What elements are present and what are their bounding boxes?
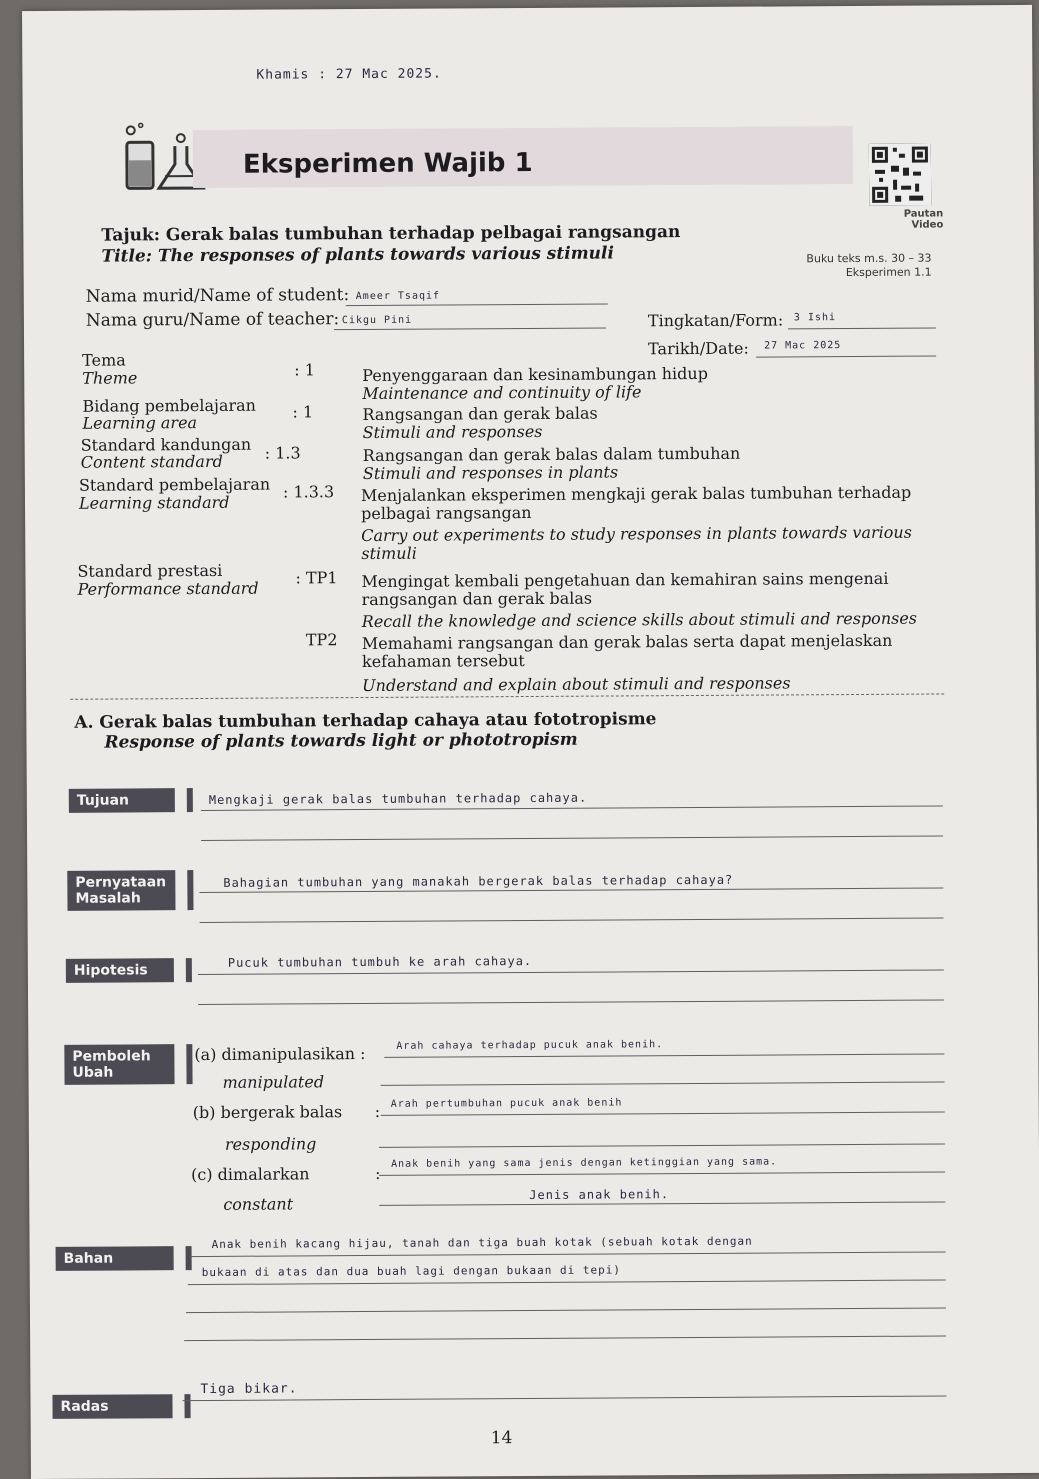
learning-standard-en-label: Learning standard	[79, 494, 230, 512]
section-a-title: A. Gerak balas tumbuhan terhadap cahaya atau fototropisme	[74, 709, 656, 733]
tp2-code: TP2	[306, 631, 338, 648]
tajuk-title: Tajuk: Gerak balas tumbuhan terhadap pelbagai rangsangan	[101, 222, 680, 246]
textbook-reference: Buku teks m.s. 30 – 33	[803, 252, 931, 266]
variables-label	[64, 1044, 174, 1085]
apparatus-label: Radas	[52, 1394, 172, 1419]
experiment-reference: Eksperimen 1.1	[804, 266, 932, 280]
performance-standard-desc-ms: Mengingat kembali pengetahuan dan kemahiran sains mengenai	[361, 570, 888, 590]
tp2-desc-ms: Memahami rangsangan dan gerak balas serta dapat menjelaskan	[362, 632, 893, 652]
content-standard-desc-en: Stimuli and responses in plants	[363, 463, 618, 482]
date-label: Tarikh/Date:	[648, 339, 749, 359]
student-name-label: Nama murid/Name of student:	[86, 285, 350, 307]
theme-desc-ms: Penyenggaraan dan kesinambungan hidup	[362, 365, 708, 384]
materials-line-2	[188, 1279, 946, 1285]
learning-area-desc-en: Stimuli and responses	[363, 423, 543, 441]
theme-ms-label: Tema	[82, 351, 126, 368]
hypothesis-line-1	[198, 969, 944, 975]
learning-standard-ms-label: Standard pembelajaran	[79, 476, 270, 494]
performance-standard-en-label: Performance standard	[77, 580, 258, 598]
learning-standard-desc-ms: Menjalankan eksperimen mengkaji gerak balas tumbuhan terhadap	[361, 484, 911, 504]
page-number: 14	[491, 1428, 513, 1448]
experiment-title: Eksperimen Wajib 1	[243, 148, 533, 180]
date-value: 27 Mac 2025	[764, 340, 841, 351]
theme-desc-en: Maintenance and continuity of life	[362, 383, 641, 402]
tujuan-line-2	[201, 835, 943, 841]
constant-answer-2: Jenis anak benih.	[529, 1187, 669, 1202]
student-name-value: Ameer Tsaqif	[356, 291, 440, 303]
learning-standard-code: : 1.3.3	[283, 483, 334, 500]
learning-area-desc-ms: Rangsangan dan gerak balas	[362, 405, 597, 423]
responding-line-2	[379, 1143, 945, 1147]
variables-label-1: Pemboleh	[72, 1048, 166, 1065]
materials-line-3	[186, 1307, 946, 1313]
content-standard-desc-ms: Rangsangan dan gerak balas dalam tumbuhan	[363, 445, 741, 464]
tujuan-label: Tujuan	[69, 788, 175, 813]
hypothesis-label: Hipotesis	[66, 958, 174, 983]
problem-statement-label-2: Masalah	[75, 890, 167, 907]
materials-label: Bahan	[56, 1246, 174, 1271]
materials-answer-1: Anak benih kacang hijau, tanah dan tiga buah kotak (sebuah kotak dengan	[212, 1235, 753, 1251]
learning-area-code: : 1	[292, 403, 313, 420]
responding-line-1	[381, 1111, 945, 1115]
constant-line-1	[379, 1171, 945, 1175]
manipulated-ms-label: (a) dimanipulasikan :	[194, 1045, 365, 1063]
materials-line-4	[184, 1335, 946, 1341]
manipulated-en-label: manipulated	[223, 1073, 325, 1091]
learning-standard-desc-ms-2: pelbagai rangsangan	[361, 504, 532, 522]
video-link-label: Pautan Video	[883, 208, 943, 230]
materials-answer-2: bukaan di atas dan dua buah lagi dengan bukaan di tepi)	[202, 1263, 621, 1279]
section-a-subtitle: Response of plants towards light or phototropism	[104, 730, 577, 753]
responding-en-label: responding	[225, 1135, 317, 1153]
performance-standard-ms-label: Standard prestasi	[77, 562, 222, 580]
handwritten-date: Khamis : 27 Mac 2025.	[256, 67, 441, 83]
hypothesis-answer: Pucuk tumbuhan tumbuh ke arah cahaya.	[228, 954, 532, 970]
tujuan-answer: Mengkaji gerak balas tumbuhan terhadap cahaya.	[209, 791, 587, 807]
learning-area-en-label: Learning area	[82, 414, 197, 432]
constant-colon: :	[375, 1165, 380, 1182]
performance-standard-desc-ms-2: rangsangan dan gerak balas	[362, 590, 593, 608]
responding-ms-label: (b) bergerak balas	[193, 1103, 343, 1121]
learning-standard-desc-en: Carry out experiments to study responses in plants towards various	[361, 524, 912, 544]
problem-statement-label	[67, 870, 175, 911]
theme-en-label: Theme	[82, 369, 137, 386]
tp2-desc-en: Understand and explain about stimuli and responses	[362, 674, 790, 694]
manipulated-line-2	[381, 1081, 945, 1085]
problem-statement-label-1: Pernyataan	[75, 874, 167, 891]
form-line	[788, 328, 936, 330]
teacher-name-line	[334, 328, 606, 331]
problem-line-2	[200, 917, 944, 923]
english-title: Title: The responses of plants towards various stimuli	[101, 243, 614, 266]
teacher-name-label: Nama guru/Name of teacher:	[86, 309, 339, 331]
apparatus-answer: Tiga bikar.	[200, 1381, 297, 1397]
learning-standard-desc-en-2: stimuli	[361, 545, 417, 562]
constant-ms-label: (c) dimalarkan	[191, 1165, 310, 1183]
content-standard-en-label: Content standard	[81, 453, 223, 471]
tp2-desc-ms-2: kefahaman tersebut	[362, 652, 525, 670]
materials-line-1	[190, 1251, 946, 1257]
content-standard-code: : 1.3	[265, 444, 301, 461]
theme-code: : 1	[294, 361, 315, 378]
form-label: Tingkatan/Form:	[648, 310, 783, 330]
performance-standard-code: : TP1	[295, 569, 337, 586]
constant-en-label: constant	[223, 1195, 293, 1212]
student-name-line	[346, 304, 608, 307]
manipulated-line-1	[384, 1053, 944, 1057]
form-value: 3 Ishi	[794, 312, 836, 323]
learning-area-ms-label: Bidang pembelajaran	[82, 397, 256, 415]
worksheet-page	[22, 5, 1039, 1479]
performance-standard-desc-en: Recall the knowledge and science skills about stimuli and responses	[362, 610, 917, 630]
hypothesis-line-2	[198, 999, 944, 1005]
responding-answer: Arah pertumbuhan pucuk anak benih	[391, 1097, 623, 1109]
variables-label-2: Ubah	[72, 1064, 166, 1081]
date-line	[756, 356, 936, 358]
qr-code-icon	[869, 144, 931, 206]
content-standard-ms-label: Standard kandungan	[81, 436, 252, 454]
manipulated-answer: Arah cahaya terhadap pucuk anak benih.	[396, 1039, 663, 1052]
constant-line-2	[379, 1201, 945, 1205]
responding-colon: :	[375, 1103, 380, 1120]
section-divider	[70, 693, 944, 699]
teacher-name-value: Cikgu Pini	[342, 315, 412, 326]
constant-answer: Anak benih yang sama jenis dengan ketinggian yang sama.	[391, 1156, 777, 1169]
problem-statement-answer: Bahagian tumbuhan yang manakah bergerak balas terhadap cahaya?	[223, 873, 733, 890]
